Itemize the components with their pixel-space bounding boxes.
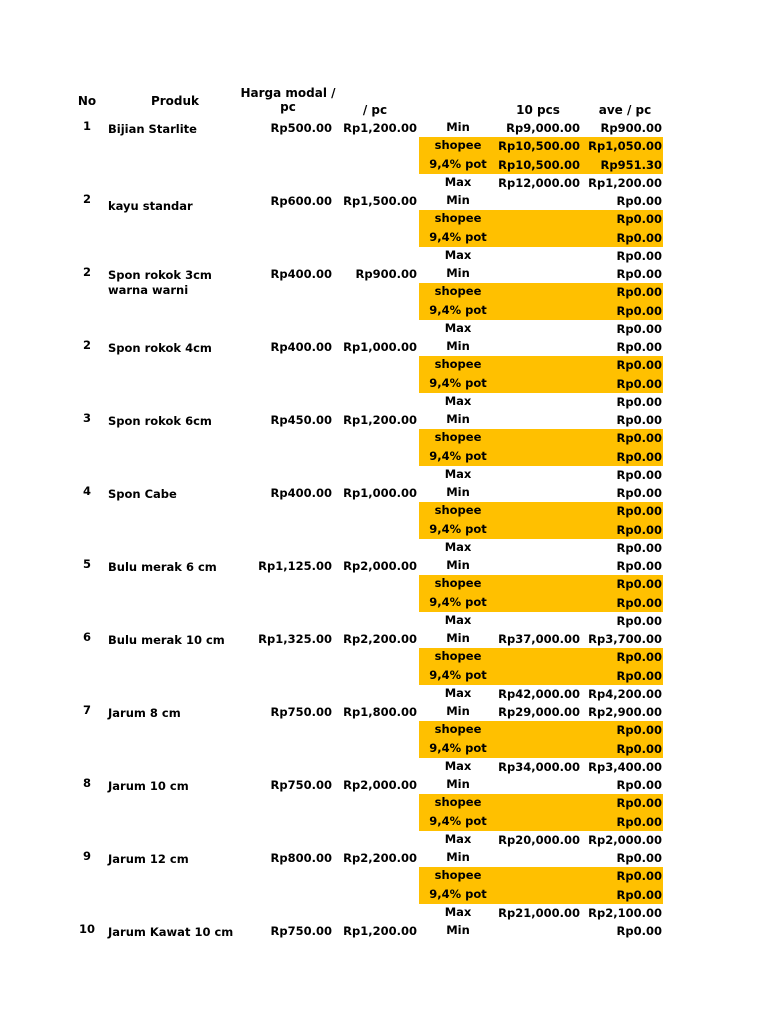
- harga-modal-value: Rp1,325.00: [258, 632, 332, 646]
- ave-per-pc-value: Rp0.00: [616, 431, 662, 446]
- ten-pcs-value: [496, 210, 580, 228]
- row-label: Max: [444, 393, 472, 408]
- ten-pcs-value: [496, 867, 580, 885]
- row-label: Max: [444, 247, 472, 262]
- ave-per-pc-value: Rp0.00: [616, 449, 662, 464]
- ave-per-pc-value: Rp0.00: [616, 887, 662, 902]
- row-label: Min: [446, 558, 470, 572]
- price-per-pc-value: Rp2,200.00: [343, 632, 417, 646]
- ave-per-pc-value: Rp0.00: [616, 814, 662, 829]
- ten-pcs-value: Rp9,000.00: [506, 121, 580, 135]
- ten-pcs-value: [496, 594, 580, 612]
- price-per-pc-value: Rp1,200.00: [343, 121, 417, 135]
- header-10-pcs: 10 pcs: [516, 103, 560, 117]
- harga-modal-value: Rp750.00: [270, 778, 332, 792]
- row-label: 9,4% pot: [429, 740, 487, 755]
- row-label: shopee: [434, 138, 482, 153]
- ave-per-pc-value: Rp0.00: [616, 248, 662, 263]
- ten-pcs-value: [496, 320, 580, 338]
- ave-per-pc-value: Rp0.00: [616, 285, 662, 300]
- ave-per-pc-value: Rp0.00: [616, 230, 662, 245]
- product-number: 2: [82, 192, 91, 206]
- ten-pcs-value: [496, 849, 580, 867]
- ave-per-pc-value: Rp4,200.00: [588, 686, 662, 701]
- ave-per-pc-value: Rp2,100.00: [588, 905, 662, 920]
- row-label: shopee: [434, 576, 482, 591]
- ave-per-pc-value: Rp0.00: [616, 212, 662, 227]
- price-per-pc-value: Rp2,000.00: [343, 559, 417, 573]
- product-number: 5: [82, 557, 91, 571]
- ten-pcs-value: [496, 356, 580, 374]
- row-label: 9,4% pot: [429, 156, 487, 171]
- row-label: Min: [446, 850, 470, 864]
- ten-pcs-value: Rp34,000.00: [498, 759, 580, 774]
- ten-pcs-value: [496, 813, 580, 831]
- ten-pcs-value: [496, 265, 580, 283]
- header-harga-modal: Harga modal / pc: [240, 86, 336, 114]
- ten-pcs-value: Rp12,000.00: [498, 175, 580, 190]
- product-name: Jarum 12 cm: [108, 852, 189, 866]
- ave-per-pc-value: Rp0.00: [616, 540, 662, 555]
- harga-modal-value: Rp750.00: [270, 924, 332, 938]
- row-label: 9,4% pot: [429, 813, 487, 828]
- harga-modal-value: Rp450.00: [270, 413, 332, 427]
- row-label: 9,4% pot: [429, 302, 487, 317]
- row-label: Max: [444, 904, 472, 919]
- ten-pcs-value: [496, 667, 580, 685]
- harga-modal-value: Rp800.00: [270, 851, 332, 865]
- row-label: Min: [446, 631, 470, 645]
- ave-per-pc-value: Rp0.00: [616, 668, 662, 683]
- price-per-pc-value: Rp1,800.00: [343, 705, 417, 719]
- ten-pcs-value: [496, 375, 580, 393]
- product-name: Spon rokok 3cm warna warni: [108, 268, 212, 297]
- ten-pcs-value: Rp10,500.00: [498, 157, 580, 172]
- ten-pcs-value: [496, 539, 580, 557]
- product-number: 3: [82, 411, 91, 425]
- ten-pcs-value: [496, 740, 580, 758]
- row-label: Min: [446, 412, 470, 426]
- ave-per-pc-value: Rp951.30: [600, 157, 662, 172]
- row-label: Max: [444, 831, 472, 846]
- ave-per-pc-value: Rp0.00: [616, 321, 662, 336]
- row-label: Max: [444, 612, 472, 627]
- ave-per-pc-value: Rp0.00: [616, 504, 662, 519]
- product-number: 8: [82, 776, 91, 790]
- row-label: shopee: [434, 284, 482, 299]
- header-per-pc: / pc: [362, 103, 388, 117]
- product-number: 7: [82, 703, 91, 717]
- ave-per-pc-value: Rp2,900.00: [588, 705, 662, 719]
- row-label: 9,4% pot: [429, 375, 487, 390]
- ten-pcs-value: [496, 247, 580, 265]
- ten-pcs-value: [496, 794, 580, 812]
- product-name: Bulu merak 10 cm: [108, 633, 225, 647]
- harga-modal-value: Rp500.00: [270, 121, 332, 135]
- ave-per-pc-value: Rp0.00: [616, 413, 662, 427]
- row-label: shopee: [434, 430, 482, 445]
- ave-per-pc-value: Rp0.00: [616, 851, 662, 865]
- ten-pcs-value: [496, 521, 580, 539]
- ave-per-pc-value: Rp1,050.00: [588, 139, 662, 154]
- row-label: shopee: [434, 868, 482, 883]
- row-label: Min: [446, 485, 470, 499]
- ten-pcs-value: [496, 393, 580, 411]
- ten-pcs-value: Rp42,000.00: [498, 686, 580, 701]
- ave-per-pc-value: Rp0.00: [616, 394, 662, 409]
- ten-pcs-value: [496, 648, 580, 666]
- product-number: 4: [82, 484, 91, 498]
- ave-per-pc-value: Rp0.00: [616, 303, 662, 318]
- row-label: Max: [444, 466, 472, 481]
- row-label: 9,4% pot: [429, 886, 487, 901]
- product-name: Bijian Starlite: [108, 122, 197, 136]
- ten-pcs-value: [496, 484, 580, 502]
- ave-per-pc-value: Rp2,000.00: [588, 832, 662, 847]
- ten-pcs-value: [496, 721, 580, 739]
- ten-pcs-value: [496, 557, 580, 575]
- ave-per-pc-value: Rp0.00: [616, 358, 662, 373]
- product-name: Jarum Kawat 10 cm: [108, 925, 234, 939]
- product-number: 10: [78, 922, 95, 936]
- ave-per-pc-value: Rp0.00: [616, 741, 662, 756]
- ten-pcs-value: [496, 302, 580, 320]
- ave-per-pc-value: Rp0.00: [616, 796, 662, 811]
- harga-modal-value: Rp1,125.00: [258, 559, 332, 573]
- ave-per-pc-value: Rp0.00: [616, 194, 662, 208]
- ten-pcs-value: [496, 283, 580, 301]
- product-name: Spon rokok 6cm: [108, 414, 212, 428]
- harga-modal-value: Rp400.00: [270, 267, 332, 281]
- ave-per-pc-value: Rp0.00: [616, 650, 662, 665]
- product-name: Spon rokok 4cm: [108, 341, 212, 355]
- ave-per-pc-value: Rp0.00: [616, 924, 662, 938]
- ave-per-pc-value: Rp1,200.00: [588, 175, 662, 190]
- harga-modal-value: Rp600.00: [270, 194, 332, 208]
- row-label: Max: [444, 758, 472, 773]
- product-name: Jarum 8 cm: [108, 706, 181, 720]
- ave-per-pc-value: Rp0.00: [616, 577, 662, 592]
- ten-pcs-value: [496, 776, 580, 794]
- ten-pcs-value: [496, 429, 580, 447]
- harga-modal-value: Rp400.00: [270, 340, 332, 354]
- ave-per-pc-value: Rp0.00: [616, 376, 662, 391]
- price-per-pc-value: Rp2,200.00: [343, 851, 417, 865]
- ten-pcs-value: Rp20,000.00: [498, 832, 580, 847]
- product-number: 2: [82, 338, 91, 352]
- product-name: kayu standar: [108, 198, 193, 213]
- ten-pcs-value: [496, 338, 580, 356]
- row-label: Max: [444, 174, 472, 189]
- ten-pcs-value: [496, 922, 580, 940]
- ave-per-pc-value: Rp3,400.00: [588, 759, 662, 774]
- ten-pcs-value: [496, 502, 580, 520]
- ten-pcs-value: Rp37,000.00: [498, 632, 580, 646]
- row-label: shopee: [434, 649, 482, 664]
- header-ave-pc: ave / pc: [598, 103, 652, 117]
- row-label: shopee: [434, 795, 482, 810]
- row-label: 9,4% pot: [429, 448, 487, 463]
- ave-per-pc-value: Rp0.00: [616, 340, 662, 354]
- row-label: 9,4% pot: [429, 667, 487, 682]
- ten-pcs-value: [496, 192, 580, 210]
- ave-per-pc-value: Rp0.00: [616, 595, 662, 610]
- harga-modal-value: Rp400.00: [270, 486, 332, 500]
- product-name: Spon Cabe: [108, 487, 177, 501]
- row-label: Min: [446, 704, 470, 718]
- ave-per-pc-value: Rp0.00: [616, 723, 662, 738]
- ten-pcs-value: [496, 411, 580, 429]
- ten-pcs-value: [496, 466, 580, 484]
- row-label: 9,4% pot: [429, 521, 487, 536]
- ave-per-pc-value: Rp0.00: [616, 486, 662, 500]
- ave-per-pc-value: Rp0.00: [616, 267, 662, 281]
- product-name: Jarum 10 cm: [108, 779, 189, 793]
- row-label: 9,4% pot: [429, 594, 487, 609]
- row-label: Min: [446, 266, 470, 280]
- harga-modal-value: Rp750.00: [270, 705, 332, 719]
- ave-per-pc-value: Rp0.00: [616, 869, 662, 884]
- ten-pcs-value: [496, 612, 580, 630]
- ten-pcs-value: [496, 448, 580, 466]
- row-label: shopee: [434, 357, 482, 372]
- product-number: 9: [82, 849, 91, 863]
- ten-pcs-value: Rp21,000.00: [498, 905, 580, 920]
- row-label: shopee: [434, 722, 482, 737]
- ave-per-pc-value: Rp0.00: [616, 559, 662, 573]
- row-label: Min: [446, 120, 470, 134]
- ave-per-pc-value: Rp0.00: [616, 778, 662, 792]
- row-label: 9,4% pot: [429, 229, 487, 244]
- row-label: Max: [444, 539, 472, 554]
- price-per-pc-value: Rp1,200.00: [343, 413, 417, 427]
- product-number: 2: [82, 265, 91, 279]
- row-label: Min: [446, 193, 470, 207]
- price-per-pc-value: Rp1,500.00: [343, 194, 417, 208]
- ave-per-pc-value: Rp3,700.00: [588, 632, 662, 646]
- price-per-pc-value: Rp900.00: [355, 267, 417, 281]
- ten-pcs-value: [496, 886, 580, 904]
- price-per-pc-value: Rp2,000.00: [343, 778, 417, 792]
- row-label: Max: [444, 685, 472, 700]
- ten-pcs-value: Rp10,500.00: [498, 139, 580, 154]
- price-per-pc-value: Rp1,200.00: [343, 924, 417, 938]
- ave-per-pc-value: Rp900.00: [600, 121, 662, 135]
- ave-per-pc-value: Rp0.00: [616, 467, 662, 482]
- row-label: Min: [446, 339, 470, 353]
- row-label: shopee: [434, 211, 482, 226]
- row-label: shopee: [434, 503, 482, 518]
- row-label: Min: [446, 777, 470, 791]
- product-number: 6: [82, 630, 91, 644]
- ten-pcs-value: [496, 575, 580, 593]
- header-no: No: [77, 94, 97, 108]
- product-number: 1: [82, 119, 91, 133]
- price-per-pc-value: Rp1,000.00: [343, 486, 417, 500]
- product-name: Bulu merak 6 cm: [108, 560, 217, 574]
- ave-per-pc-value: Rp0.00: [616, 522, 662, 537]
- row-label: Max: [444, 320, 472, 335]
- ave-per-pc-value: Rp0.00: [616, 613, 662, 628]
- ten-pcs-value: Rp29,000.00: [498, 705, 580, 719]
- header-produk: Produk: [150, 94, 200, 108]
- ten-pcs-value: [496, 229, 580, 247]
- row-label: Min: [446, 923, 470, 937]
- price-per-pc-value: Rp1,000.00: [343, 340, 417, 354]
